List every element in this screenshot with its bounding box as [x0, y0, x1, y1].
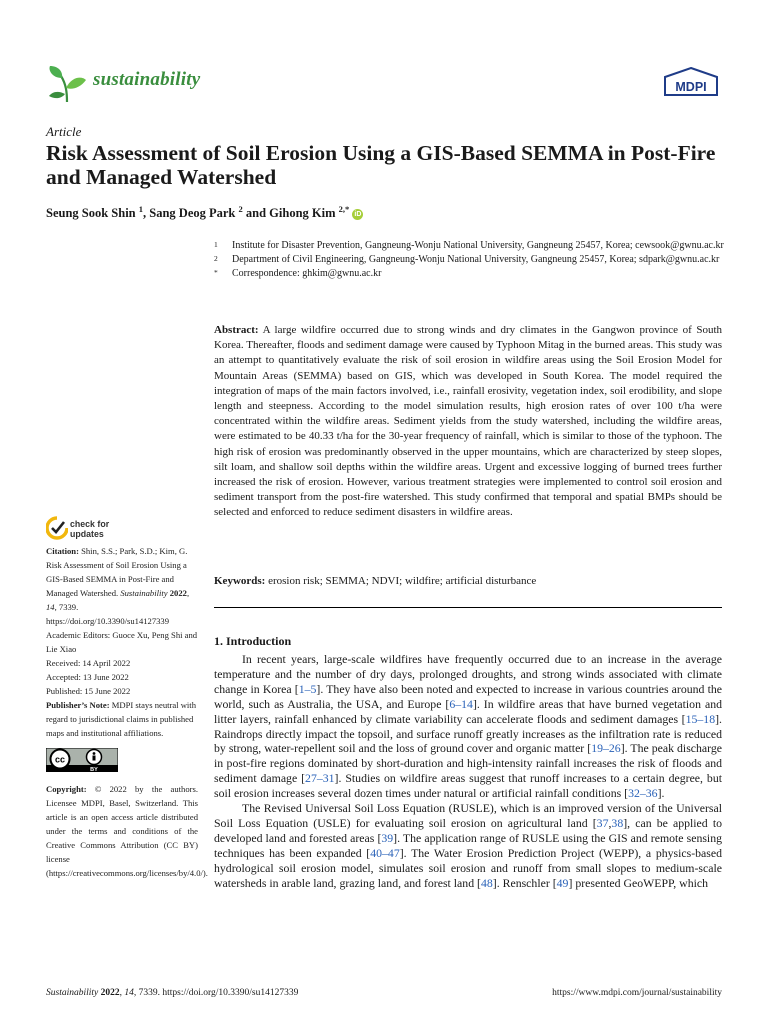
sustainability-leaf-logo	[46, 64, 88, 104]
citation-link[interactable]: 40–47	[370, 845, 400, 860]
introduction-paragraph-2	[214, 801, 722, 890]
paragraph-text: ]. The Water Erosion Prediction Project (WEPP), a physics-based hydrological soil erosion model, simulates soil erosion and runoff from small slopes to medium-scale watersheds in arable land, grazing land, and forest land [	[214, 845, 722, 890]
paragraph-text: ,	[608, 815, 612, 830]
paragraph-text: ], can be applied to developed land and forested areas [	[214, 815, 722, 845]
citation-link[interactable]: 19–26	[591, 741, 621, 756]
academic-editors: Academic Editors: Guoce Xu, Peng Shi and Lie Xiao	[46, 630, 198, 654]
introduction-paragraph-1	[214, 652, 722, 801]
published-date: Published: 15 June 2022	[46, 686, 131, 696]
paper-title: Risk Assessment of Soil Erosion Using a GIS-Based SEMMA in Post-Fire and Managed Watershed	[46, 141, 716, 189]
author-affiliation-mark: 2,*	[338, 204, 350, 214]
cc-by-license-icon[interactable]	[46, 748, 118, 772]
orcid-icon[interactable]: iD	[354, 211, 362, 219]
check-updates-icon	[46, 516, 68, 540]
affiliation-mark: *	[214, 268, 218, 277]
citation-label: Citation:	[46, 546, 79, 556]
footer-doi[interactable]: , 7339. https://doi.org/10.3390/su14127339	[133, 988, 299, 998]
citation-text: Shin, S.S.; Park, S.D.; Kim, G. Risk Assessment of Soil Erosion Using a GIS-Based SEMMA in Post-Fire and Managed Watershed.	[46, 546, 188, 598]
author-joiner: ,	[143, 206, 150, 221]
check-updates-line2: updates	[70, 529, 104, 539]
affiliation-text: Correspondence: ghkim@gwnu.ac.kr	[232, 268, 382, 279]
author-affiliation-mark: 2	[238, 204, 243, 214]
abstract	[214, 323, 722, 521]
citation-link[interactable]: 27–31	[305, 771, 335, 786]
citation-volume: 14	[46, 602, 55, 612]
abstract-text: A large wildfire occurred due to strong winds and dry climates in the Gangwon province of South Korea. Thereafter, floods and sediment damage were caused by Typhoon Mitag in the burned areas. This study was an attempt to quantitatively evaluate the risk of soil erosion in wildfire areas using the Soil Erosion Model for Mountain Areas (SEMMA) based on GIS, which was developed in South Korea. The model required the integration of maps of the main factors involved, i.e., rainfall erosivity, vegetation index, soil erodibility, and slope length and steepness. According to the model simulation results, high erosion rates of over 100 t/ha were concentrated within the wildfire areas. Sediment yields from the study watershed, including the wildfire areas, were estimated to be 40.33 t/ha for the 30-year frequency of rainfall, which is similar to those of the typhoon. The high risk of erosion was predominantly observed in the upper mountains, which are characterized by steep slopes, silt loam, and shallow soil depths within the wildfire areas. Urgent and excessive logging of burned trees further increased the risk of erosion. However, various treatment strategies were implemented to control soil erosion and sediment transport from the post-fire watershed. This study confirmed that temporal and spatial BMPs should be selected and enforced to reduce sediment disasters in wildfire areas.	[214, 324, 722, 519]
paragraph-text: ]. Raindrops directly impact the topsoil, and surface runoff greatly increases as the infiltration rate is reduced by strong, water-repellent soil and the loss of ground cover and organic matter [	[214, 711, 722, 756]
citation-link[interactable]: 48	[480, 875, 493, 890]
journal-name: sustainability	[93, 69, 201, 90]
mdpi-logo-text: MDPI	[675, 80, 707, 94]
introduction-body	[214, 652, 722, 891]
citation-link[interactable]: 15–18	[685, 711, 716, 726]
author-name[interactable]: Sang Deog Park	[149, 206, 236, 221]
citation-link[interactable]: 6–14	[449, 696, 473, 711]
paragraph-text: ]. The peak discharge in post-fire regions dominated by short-duration and high-intensity rainfall increases the risk of floods and sediment damage [	[214, 741, 723, 786]
author-affiliation-mark: 1	[138, 204, 144, 214]
cc-by-text: BY	[90, 767, 98, 772]
copyright-text: © 2022 by the authors. Licensee MDPI, Basel, Switzerland. This article is an open access article distributed under the terms and conditions of the Creative Commons Attribution (CC BY) license (https://creativecommons.org/licenses/by/4.0/).	[46, 784, 208, 878]
citation-link[interactable]: 49	[556, 875, 569, 890]
check-updates-line1: check for	[70, 519, 110, 529]
footer-journal-url[interactable]: https://www.mdpi.com/journal/sustainability	[552, 988, 722, 998]
citation-link[interactable]: 1–5	[298, 681, 317, 696]
author-name[interactable]: Seung Sook Shin	[46, 206, 136, 221]
copyright-label: Copyright:	[46, 784, 87, 794]
keywords-label: Keywords:	[214, 575, 266, 587]
publisher-note-label: Publisher’s Note:	[46, 700, 110, 710]
affiliation-row	[214, 267, 724, 280]
accepted-date: Accepted: 13 June 2022	[46, 672, 129, 682]
keywords-text: erosion risk; SEMMA; NDVI; wildfire; artificial disturbance	[268, 575, 537, 587]
publisher-note	[46, 698, 198, 740]
citation-link[interactable]: 38	[611, 815, 624, 830]
paragraph-text: ]. The application range of RUSLE using the GIS and remote sensing techniques has been expanded [	[214, 830, 723, 860]
mdpi-logo	[662, 67, 720, 99]
paragraph-text: ]. Studies on wildfire areas suggest that runoff increases to a certain degree, but soil erosion increases several dozen times under natural or artificial rainfall conditions [	[214, 771, 722, 801]
affiliation-text: Department of Civil Engineering, Gangneung-Wonju National University, Gangneung 25457, Korea; sdpark@gwnu.ac.kr	[232, 254, 720, 265]
section-heading-introduction: 1. Introduction	[214, 634, 292, 648]
author-list	[46, 204, 363, 221]
paragraph-text: The Revised Universal Soil Loss Equation (RUSLE), which is an improved version of the Universal Soil Loss Equation (USLE) for evaluating soil erosion on agricultural land [	[214, 801, 722, 830]
paragraph-text: ]. They have also been noted and expected to increase in various countries around the world, such as Australia, the USA, and Europe [	[214, 681, 722, 711]
copyright-block	[46, 782, 208, 880]
dates-block	[46, 656, 198, 698]
affiliations	[214, 239, 724, 281]
paragraph-text: ] presented GeoWEPP, which	[568, 875, 709, 890]
affiliation-mark: 2	[214, 254, 218, 263]
citation-journal: Sustainability	[120, 588, 168, 598]
affiliation-row	[214, 253, 724, 266]
received-date: Received: 14 April 2022	[46, 658, 131, 668]
svg-text:cc: cc	[54, 754, 66, 765]
keywords	[214, 575, 722, 587]
author-joiner: and	[242, 206, 270, 221]
article-type: Article	[46, 124, 82, 139]
publisher-note-text: MDPI stays neutral with regard to jurisdictional claims in published maps and institutional affiliations.	[46, 700, 196, 738]
check-updates-label	[70, 519, 109, 539]
citation-link[interactable]: 32–36	[628, 786, 658, 801]
paragraph-text: In recent years, large-scale wildfires have frequently occurred due to an increase in the average temperature and the number of dry days, prolonged droughts, and strong winds associated with climate change in Korea [	[214, 652, 722, 696]
affiliation-mark: 1	[214, 240, 218, 249]
check-for-updates-badge[interactable]	[46, 516, 130, 546]
footer-citation: Sustainability 2022, 14, 7339. https://doi.org/10.3390/su14127339	[46, 988, 299, 998]
citation-year: 2022	[169, 588, 187, 598]
citation-block: Citation: Shin, S.S.; Park, S.D.; Kim, G. Risk Assessment of Soil Erosion Using a GIS-Based SEMMA in Post-Fire and Managed Watershed. Sustainability 2022, 14, 7339. https://doi.org/10.3390/su14127339	[46, 546, 190, 626]
footer-journal: Sustainability	[46, 988, 99, 998]
author-name[interactable]: Gihong Kim	[269, 206, 336, 221]
citation-doi[interactable]: , 7339. https://doi.org/10.3390/su14127339	[46, 602, 170, 626]
affiliation-row	[214, 239, 724, 252]
footer-volume: 14	[124, 988, 134, 998]
section-divider	[214, 607, 722, 608]
affiliation-text: Institute for Disaster Prevention, Gangneung-Wonju National University, Gangneung 25457, Korea; cewsook@gwnu.ac.kr	[232, 240, 724, 251]
footer-year: 2022	[100, 988, 120, 998]
paragraph-text: ]. In wildfire areas that have burned vegetation and litter layers, rainfall enhanced by climate variability can accelerate floods and sediment damages [	[214, 696, 722, 726]
paragraph-text: ].	[657, 786, 665, 801]
citation-link[interactable]: 39	[381, 830, 394, 845]
paragraph-text: ]. Renschler [	[492, 875, 557, 890]
citation-link[interactable]: 37	[596, 815, 609, 830]
abstract-label: Abstract:	[214, 324, 259, 336]
sidebar	[46, 544, 208, 880]
